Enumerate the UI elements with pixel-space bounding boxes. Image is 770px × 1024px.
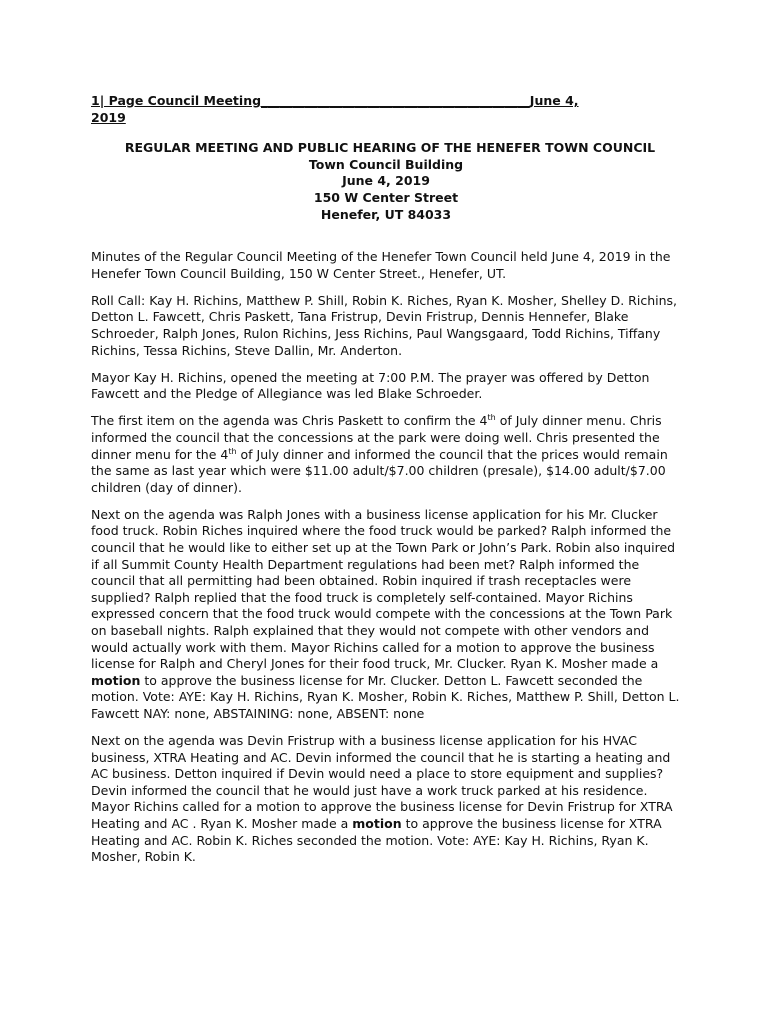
meeting-city: Henefer, UT 84033: [320, 206, 452, 222]
meeting-street: 150 W Center Street: [313, 189, 459, 205]
item3-motion-bold: motion: [352, 816, 402, 832]
header-year: 2019: [91, 109, 126, 125]
item1-sup1: th: [487, 413, 496, 423]
header-fill-line: ___________________________________________: [261, 93, 530, 108]
item1-text-c: of July dinner and informed the council that the prices would remain the same as last year which were $11.00 adult/$7.00 children (presale), $14.00 adult/$7.00 children (day of dinner).: [91, 446, 668, 495]
meeting-date: June 4, 2019: [342, 173, 430, 189]
meeting-location: Town Council Building: [308, 156, 464, 172]
header-date: June 4,: [529, 93, 579, 108]
page-header: [91, 93, 681, 126]
item3-text-a: Next on the agenda was Devin Fristrup with a business license application for his HVAC business, XTRA Heating and AC. Devin informed the council that he is starting a heating and AC business. Detton inquired if Devin would need a place to store equipment and supplies? Devin informed the council that he would just have a work truck parked at his residence. Mayor Richins called for a motion to approve the business license for Devin Fristrup for XTRA Heating and AC . Ryan K. Mosher made a: [91, 733, 673, 832]
meeting-title: REGULAR MEETING AND PUBLIC HEARING OF THE HENEFER TOWN COUNCIL: [124, 140, 656, 156]
item1-text-a: The first item on the agenda was Chris Paskett to confirm the 4: [91, 413, 488, 429]
item2-text-a: Next on the agenda was Ralph Jones with a business license application for his Mr. Clucker food truck. Robin Riches inquired where the food truck would be parked? Ralph informed the council that he would like to either set up at the Town Park or John’s Park. Robin also inquired if all Summit County Health Department regulations had been met? Ralph informed the council that all permitting had been obtained. Robin inquired if trash receptacles were supplied? Ralph replied that the food truck is completely self-contained. Mayor Richins expressed concern that the food truck would compete with the concessions at the Town Park on baseball nights. Ralph explained that they would not compete with other vendors and would actually work with them. Mayor Richins called for a motion to approve the business license for Ralph and Cheryl Jones for their food truck, Mr. Clucker. Ryan K. Mosher made a: [91, 506, 676, 672]
document-page: [91, 93, 681, 876]
agenda-item-food-truck: [91, 507, 681, 723]
agenda-item-dinner-menu: [91, 413, 681, 496]
opening-paragraph: Mayor Kay H. Richins, opened the meeting at 7:00 P.M. The prayer was offered by Detton Fawcett and the Pledge of Allegiance was led Blake Schroeder.: [91, 369, 650, 402]
agenda-item-hvac: [91, 733, 681, 866]
item2-text-b: to approve the business license for Mr. Clucker. Detton L. Fawcett seconded the motion. Vote: AYE: Kay H. Richins, Ryan K. Mosher, Robin K. Riches, Matthew P. Shill, Detton L. Fawcett NAY: none, ABSTAINING: none, ABSENT: none: [91, 672, 680, 721]
item1-sup2: th: [228, 446, 237, 456]
minutes-intro: Minutes of the Regular Council Meeting of the Henefer Town Council held June 4, 2019 in the Henefer Town Council Building, 150 W Center Street., Henefer, UT.: [91, 249, 671, 281]
title-block: [91, 140, 681, 223]
roll-call: Roll Call: Kay H. Richins, Matthew P. Shill, Robin K. Riches, Ryan K. Mosher, Shelley D. Richins, Detton L. Fawcett, Chris Paskett, Tana Fristrup, Devin Fristrup, Dennis Hennefer, Blake Schroeder, Ralph Jones, Rulon Richins, Jess Richins, Paul Wangsgaard, Todd Richins, Tiffany Richins, Tessa Richins, Steve Dallin, Mr. Anderton.: [91, 292, 677, 358]
item2-motion-bold: motion: [91, 672, 141, 688]
header-left: 1| Page Council Meeting: [91, 93, 262, 108]
item3-text-b: to approve the business license for XTRA Heating and AC. Robin K. Riches seconded the motion. Vote: AYE: Kay H. Richins, Ryan K. Mosher, Robin K.: [91, 816, 662, 865]
item1-text-b: of July dinner menu. Chris informed the council that the concessions at the park were doing well. Chris presented the dinner menu for the 4: [91, 413, 662, 462]
